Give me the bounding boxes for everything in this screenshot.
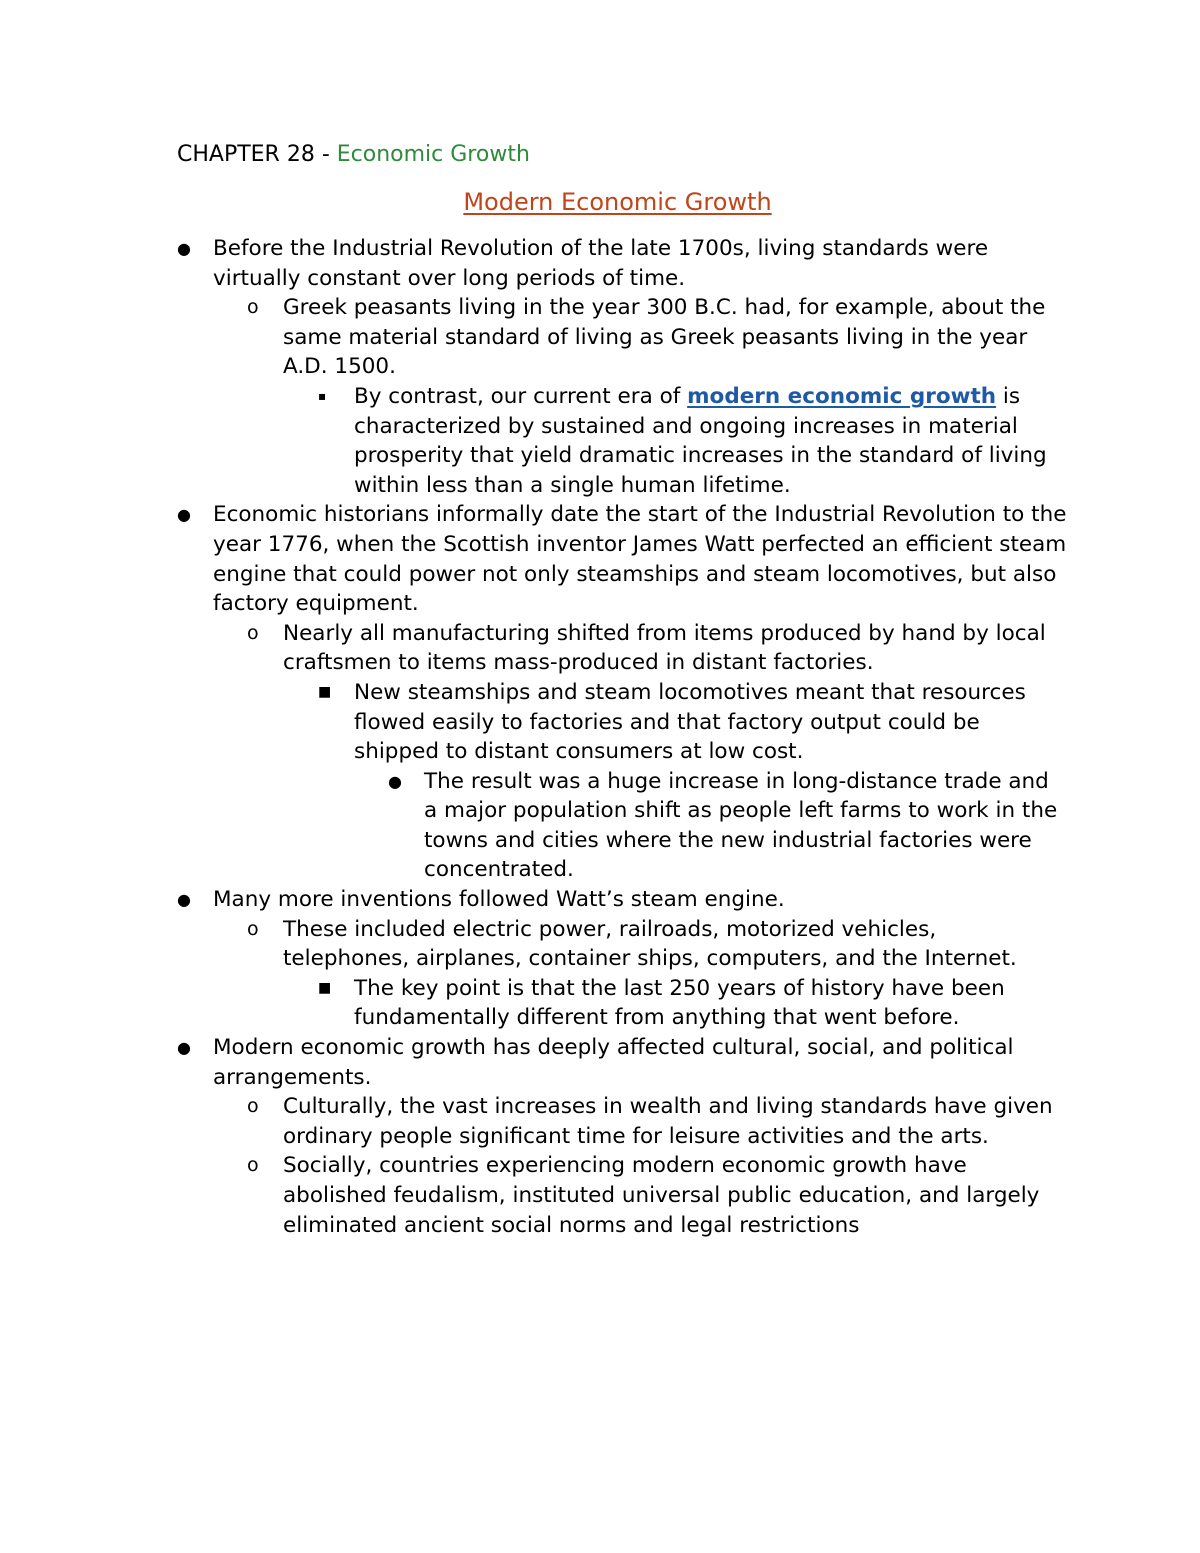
outline-item-text: Greek peasants living in the year 300 B.C. had, for example, about the same material standard of living as Greek peasants living in the year A.D. 1500.: [283, 295, 1046, 380]
disc-icon: ●: [177, 505, 191, 525]
circle-icon: o: [247, 296, 259, 319]
outline-item: [177, 619, 1067, 678]
outline-item-text: New steamships and steam locomotives meant that resources flowed easily to factories and that factory output could be shipped to distant consumers at low cost.: [354, 679, 1026, 765]
outline-item: [177, 1092, 1067, 1151]
outline-item-text-after: is characterized by sustained and ongoing increases in material prosperity that yield dramatic increases in the standard of living within less than a single human lifetime.: [354, 383, 1047, 498]
outline-list: [177, 234, 1067, 1240]
outline-item-text: Culturally, the vast increases in wealth and living standards have given ordinary people significant time for leisure activities and the arts.: [283, 1094, 1053, 1149]
outline-item-text: Socially, countries experiencing modern economic growth have abolished feudalism, instituted universal public education, and largely eliminated ancient social norms and legal restrictions: [283, 1153, 1040, 1238]
outline-item: [177, 678, 1067, 767]
outline-item: [177, 1033, 1067, 1092]
outline-item-text: These included electric power, railroads, motorized vehicles, telephones, airplanes, container ships, computers, and the Internet.: [283, 916, 1017, 972]
outline-item-text: The result was a huge increase in long-distance trade and a major population shift as people left farms to work in the towns and cities where the new industrial factories were concentrated.: [424, 768, 1058, 883]
circle-icon: o: [247, 917, 259, 940]
outline-item: [177, 500, 1067, 618]
outline-item-text: The key point is that the last 250 years of history have been fundamentally different from anything that went before.: [354, 975, 1005, 1031]
outline-item-text: Before the Industrial Revolution of the late 1700s, living standards were virtually constant over long periods of time.: [213, 236, 989, 291]
outline-item: [177, 767, 1067, 885]
outline-item-text: [354, 384, 1047, 498]
disc-icon: ●: [177, 1038, 191, 1058]
chapter-subject: Economic Growth: [336, 142, 530, 167]
circle-icon: o: [247, 1154, 259, 1177]
outline-item: [177, 974, 1067, 1033]
outline-item: [177, 915, 1067, 974]
circle-icon: o: [247, 621, 259, 644]
outline-item: [177, 1151, 1067, 1240]
disc-icon: ●: [177, 239, 191, 258]
section-title: Modern Economic Growth: [463, 188, 772, 216]
outline-item-text: Modern economic growth has deeply affected cultural, social, and political arrangements.: [213, 1035, 1014, 1090]
modern-economic-growth-link[interactable]: modern economic growth: [687, 383, 997, 409]
outline-item: [177, 382, 1067, 500]
chapter-label: CHAPTER 28 -: [177, 142, 337, 167]
outline-item-text: Many more inventions followed Watt’s steam engine.: [213, 887, 785, 913]
circle-icon: o: [247, 1095, 259, 1118]
square-icon: ■: [318, 979, 332, 996]
outline-item: [177, 293, 1067, 382]
disc-icon: ●: [388, 771, 402, 791]
small-square-icon: ▪: [318, 388, 327, 403]
disc-icon: ●: [177, 890, 191, 910]
outline-item: [177, 234, 1067, 293]
square-icon: ■: [318, 683, 332, 700]
outline-item: [177, 885, 1067, 915]
outline-item-text: Economic historians informally date the start of the Industrial Revolution to the year 1776, when the Scottish inventor James Watt perfected an efficient steam engine that could power not only steamships and steam locomotives, but also factory equipment.: [213, 502, 1067, 617]
outline-item-text-before: By contrast, our current era of: [354, 383, 688, 409]
chapter-heading: [177, 140, 530, 170]
outline-item-text: Nearly all manufacturing shifted from items produced by hand by local craftsmen to items mass-produced in distant factories.: [283, 620, 1046, 676]
